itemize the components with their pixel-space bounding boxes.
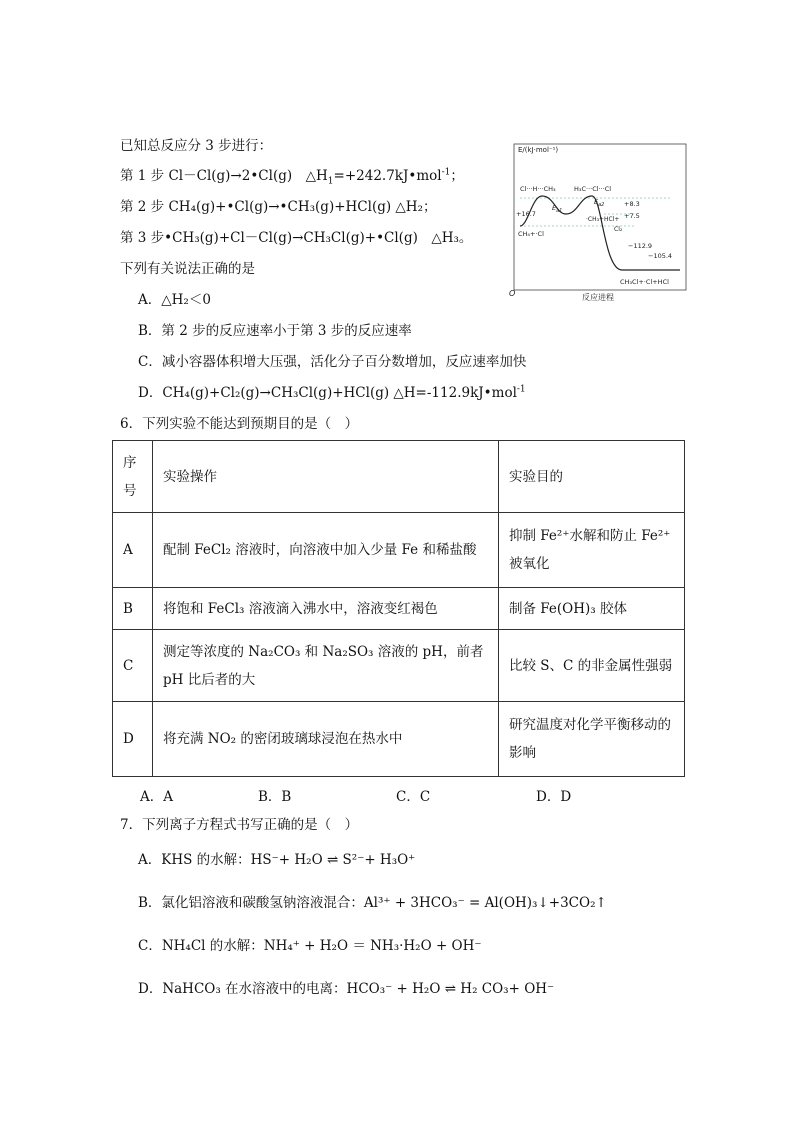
q5-step2: 第 2 步 CH₄(g)+•Cl(g)→•CH₃(g)+HCl(g) △H₂； [120,199,437,215]
ts2-label: H₃C···Cl···Cl [574,185,612,193]
q5-intro: 已知总反应分 3 步进行： [120,138,273,154]
row-no: D [113,702,153,777]
row-goal: 研究温度对化学平衡移动的影响 [499,702,685,777]
row-no: C [113,630,153,702]
intermediate-label: ·CH₃+HCl+ [586,216,620,223]
ea2-label: $E_{a2}$ [594,198,605,208]
figure-origin: O [509,289,516,298]
q6-choice-b: B．B [258,789,292,805]
value-plus-16-7: +16.7 [516,210,536,218]
row-operation: 配制 FeCl₂ 溶液时，向溶液中加入少量 Fe 和稀盐酸 [153,513,499,588]
row-goal: 制备 Fe(OH)₃ 胶体 [499,588,685,630]
reactant-label: CH₄+·Cl [518,230,544,238]
figure-y-label: E/(kJ·mol⁻¹) [518,146,559,154]
q6-choice-c: C．C [396,789,431,805]
q5-option-b: B．第 2 步的反应速率小于第 3 步的反应速率 [138,323,412,339]
experiment-table [112,440,685,777]
row-goal: 比较 S、C 的非金属性强弱 [499,630,685,702]
q7-option-c: C．NH₄Cl 的水解：NH₄⁺ + H₂O ＝ NH₃·H₂O + OH⁻ [138,938,482,954]
table-header-row [113,441,685,513]
q6-choice-d: D．D [536,789,572,805]
q5-option-a: A．△H₂＜0 [138,292,211,308]
q7-title: 7．下列离子方程式书写正确的是（ ） [120,817,359,833]
value-minus-112-9: −112.9 [628,242,653,250]
ts1-label: Cl···H···CH₃ [520,185,556,193]
cl2-label: Cl₂ [614,226,623,233]
q6-choice-a: A．A [140,789,173,805]
energy-profile-figure [504,138,694,308]
q7-option-a: A．KHS 的水解：HS⁻+ H₂O ⇌ S²⁻+ H₃O⁺ [138,852,416,868]
q7-option-d: D．NaHCO₃ 在水溶液中的电离：HCO₃⁻ + H₂O ⇌ H₂ CO₃+ OH⁻ [138,981,555,997]
q6-title: 6．下列实验不能达到预期目的是（ ） [120,416,359,432]
q5-question: 下列有关说法正确的是 [120,261,255,277]
value-plus-7-5: +7.5 [624,212,640,220]
table-row [113,588,685,630]
table-row [113,702,685,777]
q5-step3: 第 3 步•CH₃(g)+Cl－Cl(g)→CH₃Cl(g)+•Cl(g) △H₃。 [120,230,473,246]
row-operation: 测定等浓度的 Na₂CO₃ 和 Na₂SO₃ 溶液的 pH，前者 pH 比后者的大 [153,630,499,702]
table-row [113,630,685,702]
q7-option-b: B．氯化铝溶液和碳酸氢钠溶液混合：Al³⁺ + 3HCO₃⁻ = Al(OH)₃↓+3CO₂↑ [138,895,607,911]
row-goal: 抑制 Fe²⁺水解和防止 Fe²⁺被氧化 [499,513,685,588]
q5-step1: 第 1 步 Cl－Cl(g)→2•Cl(g) $\triangle H_1=+242.7kJ•mol^{-1}$； [120,167,464,187]
q5-option-c: C．减小容器体积增大压强，活化分子百分数增加，反应速率加快 [138,354,527,370]
q5-option-d: D．CH₄(g)+Cl₂(g)→CH₃Cl(g)+HCl(g) △H=-112.9kJ•mol$^{-1}$ [138,384,526,401]
product-label: CH₃Cl+·Cl+HCl [620,278,669,286]
ea1-label: $E_{a1}$ [552,204,563,214]
row-operation: 将充满 NO₂ 的密闭玻璃球浸泡在热水中 [153,702,499,777]
header-operation: 实验操作 [153,441,499,513]
value-minus-105-4: −105.4 [648,252,673,260]
table-row [113,513,685,588]
row-operation: 将饱和 FeCl₃ 溶液滴入沸水中，溶液变红褐色 [153,588,499,630]
q6-choices [140,785,660,803]
row-no: A [113,513,153,588]
row-no: B [113,588,153,630]
header-no: 序号 [113,441,153,513]
header-goal: 实验目的 [499,441,685,513]
figure-x-label: 反应进程 [582,293,614,302]
value-plus-8-3: +8.3 [624,200,640,208]
